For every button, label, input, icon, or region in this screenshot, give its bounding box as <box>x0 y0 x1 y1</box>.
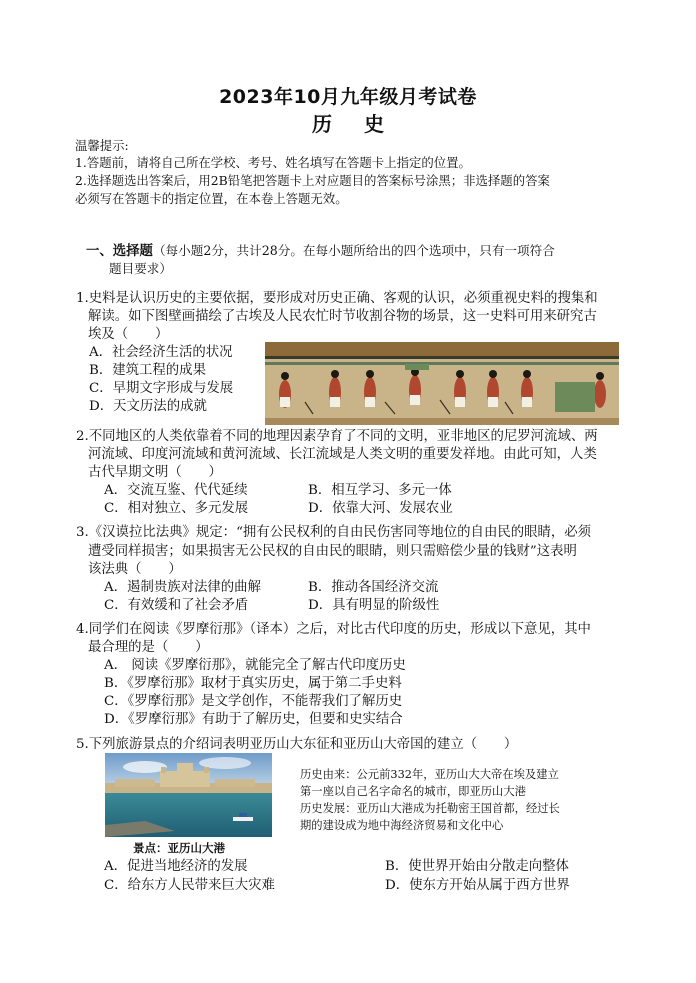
tips-line-3: 必须写在答题卡的指定位置，在本卷上答题无效。 <box>75 191 348 206</box>
q4-option-b[interactable]: B．《罗摩衍那》取材于真实历史，属于第二手史料 <box>104 676 402 691</box>
q5-option-c[interactable]: C．给东方人民带来巨大灾难 <box>104 878 275 893</box>
q2-option-b[interactable]: B．相互学习、多元一体 <box>308 483 452 498</box>
tips-line-1: 1.答题前，请将自己所在学校、考号、姓名填写在答题卡上指定的位置。 <box>75 155 471 170</box>
q2-line-1: 2.不同地区的人类依靠着不同的地理因素孕育了不同的文明，亚非地区的尼罗河流域、两 <box>76 429 598 444</box>
q3-option-d[interactable]: D．具有明显的阶级性 <box>308 598 440 613</box>
q4-option-c[interactable]: C．《罗摩衍那》是文学创作，不能帮我们了解历史 <box>104 694 403 709</box>
q2-option-a[interactable]: A．交流互鉴、代代延续 <box>104 483 248 498</box>
q5-option-d[interactable]: D．使东方开始从属于西方世界 <box>385 878 570 893</box>
subject-char-2: 史 <box>364 112 384 136</box>
q5-option-b[interactable]: B．使世界开始由分散走向整体 <box>385 859 569 874</box>
q4-option-d[interactable]: D．《罗摩衍那》有助于了解历史，但要和史实结合 <box>104 712 403 727</box>
q3-line-2: 遭受同样损害；如果损害无公民权的自由民的眼睛，则只需赔偿少量的钱财”这表明 <box>88 544 577 559</box>
q5-info-line-1: 历史由来：公元前332年，亚历山大大帝在埃及建立 <box>300 768 559 781</box>
q3-option-c[interactable]: C．有效缓和了社会矛盾 <box>104 598 249 613</box>
tips-line-2: 2.选择题选出答案后，用2B铅笔把答题卡上对应题目的答案标号涂黑；非选择题的答案 <box>75 173 550 188</box>
q5-option-a[interactable]: A．促进当地经济的发展 <box>104 859 248 874</box>
q5-info-line-4: 期的建设成为地中海经济贸易和文化中心 <box>300 819 504 832</box>
q1-option-d[interactable]: D．天文历法的成就 <box>89 399 207 414</box>
q2-option-c[interactable]: C．相对独立、多元发展 <box>104 501 249 516</box>
q1-option-b[interactable]: B．建筑工程的成果 <box>89 363 206 378</box>
q3-option-a[interactable]: A．遏制贵族对法律的曲解 <box>104 580 261 595</box>
section-desc-2: 题目要求） <box>109 261 172 276</box>
q3-line-3: 该法典（ ） <box>88 562 182 577</box>
q4-line-2: 最合理的是（ ） <box>88 640 209 655</box>
egyptian-mural-image <box>265 342 619 425</box>
q1-option-a[interactable]: A．社会经济生活的状况 <box>89 345 233 360</box>
q2-line-2: 河流域、印度河流域和黄河流域、长江流域是人类文明的重要发祥地。由此可知，人类 <box>88 447 597 462</box>
section-desc-1: （每小题2分，共计28分。在每小题所给出的四个选项中，只有一项符合 <box>152 243 555 258</box>
subject-char-1: 历 <box>312 112 332 136</box>
subject-title <box>0 108 696 137</box>
q2-option-d[interactable]: D．依靠大河、发展农业 <box>308 501 453 516</box>
q5-line-1: 5.下列旅游景点的介绍词表明亚历山大东征和亚历山大帝国的建立（ ） <box>76 737 518 752</box>
q2-line-3: 古代早期文明（ ） <box>88 465 222 480</box>
q5-info-line-2: 第一座以自己名字命名的城市，即亚历山大港 <box>300 785 526 798</box>
q3-option-b[interactable]: B．推动各国经济交流 <box>308 580 439 595</box>
exam-title: 2023年10月九年级月考试卷 <box>219 86 477 108</box>
q4-option-a[interactable]: A． 阅读《罗摩衍那》，就能完全了解古代印度历史 <box>104 658 406 673</box>
q5-image-caption: 景点：亚历山大港 <box>133 841 225 855</box>
section-label: 一、选择题 <box>86 244 153 259</box>
q1-line-2: 解读。如下图壁画描绘了古埃及人民农忙时节收割谷物的场景，这一史料可用来研究古 <box>88 309 597 324</box>
q3-line-1: 3.《汉谟拉比法典》规定：“拥有公民权利的自由民伤害同等地位的自由民的眼睛，必须 <box>76 525 592 540</box>
q1-option-c[interactable]: C．早期文字形成与发展 <box>89 381 234 396</box>
tips-heading: 温馨提示: <box>75 138 129 153</box>
q1-line-1: 1.史料是认识历史的主要依据，要形成对历史正确、客观的认识，必须重视史料的搜集和 <box>76 291 598 306</box>
q4-line-1: 4.同学们在阅读《罗摩衍那》（译本）之后，对比古代印度的历史，形成以下意见，其中 <box>76 622 591 637</box>
alexandria-port-image <box>105 753 272 837</box>
q5-info-line-3: 历史发展：亚历山大港成为托勒密王国首都，经过长 <box>300 802 560 815</box>
section-header <box>86 242 555 261</box>
q1-line-3: 埃及（ ） <box>88 327 169 342</box>
